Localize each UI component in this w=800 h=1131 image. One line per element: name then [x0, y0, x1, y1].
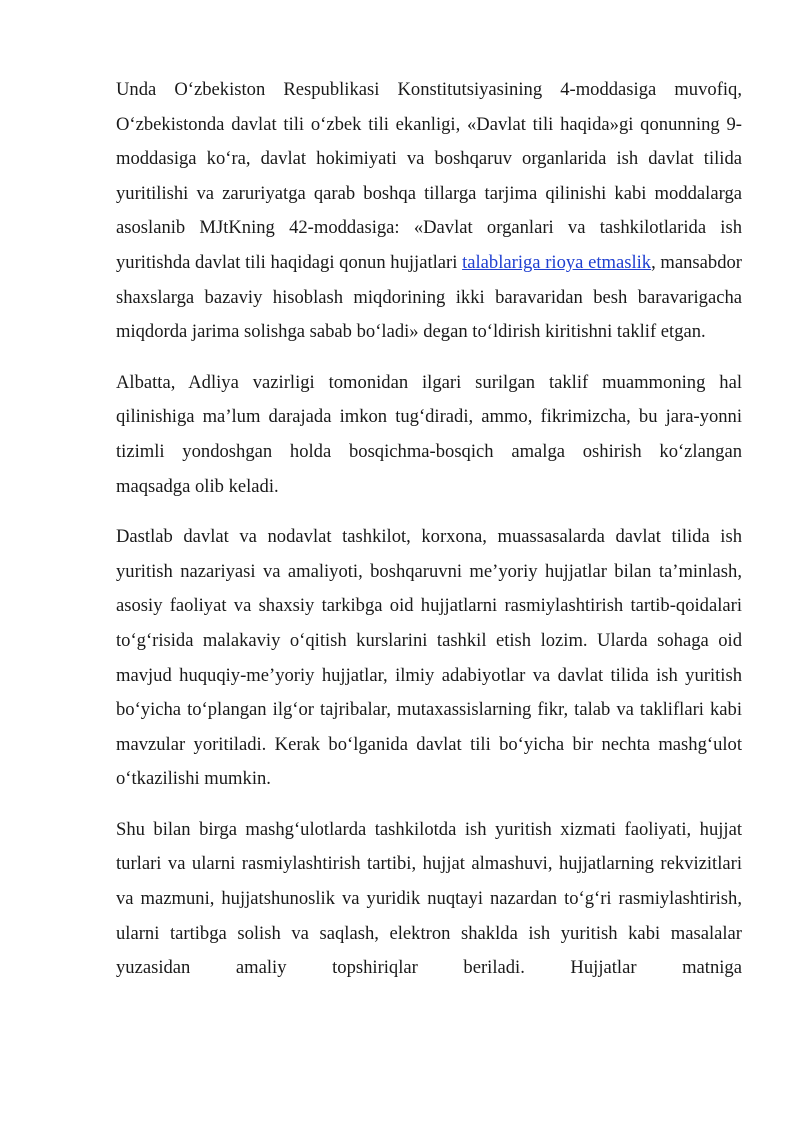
paragraph-3: Dastlab davlat va nodavlat tashkilot, korxona, muassasalarda davlat tilida ish yuritish nazariyasi va amaliyoti, boshqaruvni me’yoriy hujjatlar bilan ta’minlash, asosiy faoliyat va shaxsiy tarkibga oid hujjatlarni rasmiylashtirish tartib-qoidalari to‘g‘risida malakaviy o‘qitish kurslarini tashkil etish lozim. Ularda sohaga oid mavjud huquqiy-me’yoriy hujjatlar, ilmiy adabiyotlar va davlat tilida ish yuritish bo‘yicha to‘plangan ilg‘or tajribalar, mutaxassislarning fikr, talab va takliflari kabi mavzular yoritiladi. Kerak bo‘lganida davlat tili bo‘yicha bir nechta mashg‘ulot o‘tkazilishi mumkin. — [116, 526, 742, 790]
document-page — [116, 73, 742, 1002]
paragraph-1-text-start: Unda O‘zbekiston Respublikasi Konstitutsiyasining 4-moddasiga muvofiq, O‘zbekistonda davlat tili o‘zbek tili ekanligi, «Davlat tili haqida»gi qonunning 9-moddasiga ko‘ra, davlat hokimiyati va boshqaruv organlarida ish davlat tilida yuritilishi va zaruriyatga qarab boshqa tillarga tarjima qilinishi kabi moddalarga asoslanib MJtKning 42-moddasiga: «Davlat organlari va tashkilotlarida ish yuritishda davlat tili haqidagi qonun hujjatlari — [116, 79, 742, 273]
paragraph-4: Shu bilan birga mashg‘ulotlarda tashkilotda ish yuritish xizmati faoliyati, hujjat turlari va ularni rasmiylashtirish tartibi, hujjat almashuvi, hujjatlarning rekvizitlari va mazmuni, hujjatshunoslik va yuridik nuqtayi nazardan to‘g‘ri rasmiylashtirish, ularni tartibga solish va saqlash, elektron shaklda ish yuritish kabi masalalar yuzasidan amaliy topshiriqlar beriladi. Hujjatlar matniga — [116, 818, 742, 979]
paragraph-2: Albatta, Adliya vazirligi tomonidan ilgari surilgan taklif muammoning hal qilinishiga ma’lum darajada imkon tug‘diradi, ammo, fikrimizcha, bu jara-yonni tizimli yondoshgan holda bosqichma-bosqich amalga oshirish ko‘zlangan maqsadga olib keladi. — [116, 371, 742, 497]
paragraph-1 — [116, 73, 742, 350]
hyperlink-talablariga-rioya-etmaslik[interactable]: talablariga rioya etmaslik — [462, 251, 652, 273]
paragraph-1-text-end: , mansabdor shaxslarga bazaviy hisoblash miqdorining ikki baravaridan besh baravarigacha miqdorda jarima solishga sabab bo‘ladi» degan to‘ldirish kiritishni taklif etgan. — [116, 251, 742, 343]
